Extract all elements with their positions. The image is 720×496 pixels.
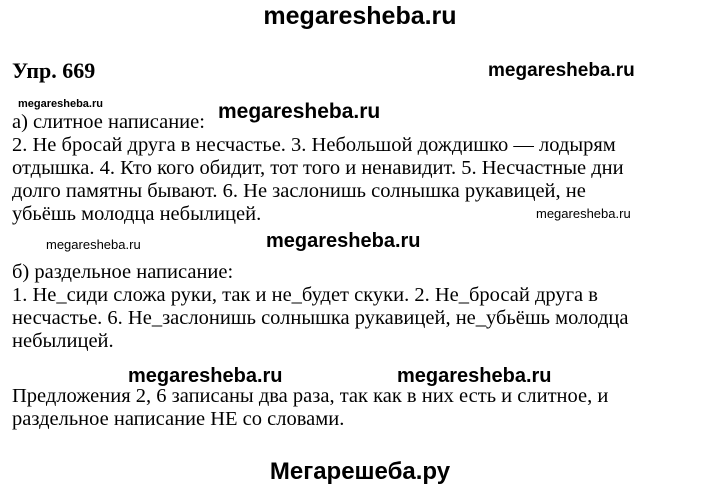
watermark-overlay: megaresheba.ru (266, 230, 421, 252)
text-line: отдышка. 4. Кто кого обидит, тот того и ненавидит. 5. Несчастные дни (12, 157, 624, 179)
section-heading: б) раздельное написание: (12, 261, 234, 283)
section-heading: а) слитное написание: (12, 111, 205, 133)
watermark-overlay: megaresheba.ru (397, 365, 552, 387)
conclusion-paragraph (12, 385, 712, 431)
text-line: 1. Не_сиди сложа руки, так и не_будет скуки. 2. Не_бросай друга в (12, 284, 598, 306)
text-line: долго памятны бывают. 6. Не заслонишь солнышка рукавицей, не (12, 180, 586, 202)
watermark-small: megaresheba.ru (46, 237, 141, 252)
watermark-overlay: megaresheba.ru (128, 365, 283, 387)
text-line: раздельное написание НЕ со словами. (12, 408, 345, 430)
text-line: 2. Не бросай друга в несчастье. 3. Небольшой дождишко — лодырям (12, 134, 616, 156)
watermark-overlay: megaresheba.ru (218, 100, 381, 123)
watermark-small: megaresheba.ru (18, 98, 103, 110)
text-line: убьёшь молодца небылицей. (12, 203, 262, 225)
watermark-small: megaresheba.ru (536, 206, 631, 221)
watermark-footer: Мегарешеба.ру (269, 458, 451, 485)
section-separate-spelling (12, 261, 712, 353)
text-line: несчастье. 6. Не_заслонишь солнышка рукавицей, не_убьёшь молодца (12, 307, 629, 329)
exercise-title: Упр. 669 (12, 58, 96, 83)
watermark-header: megaresheba.ru (263, 2, 457, 30)
text-line: небылицей. (12, 330, 114, 352)
text-line: Предложения 2, 6 записаны два раза, так как в них есть и слитное, и (12, 385, 609, 407)
watermark-right: megaresheba.ru (488, 60, 635, 81)
